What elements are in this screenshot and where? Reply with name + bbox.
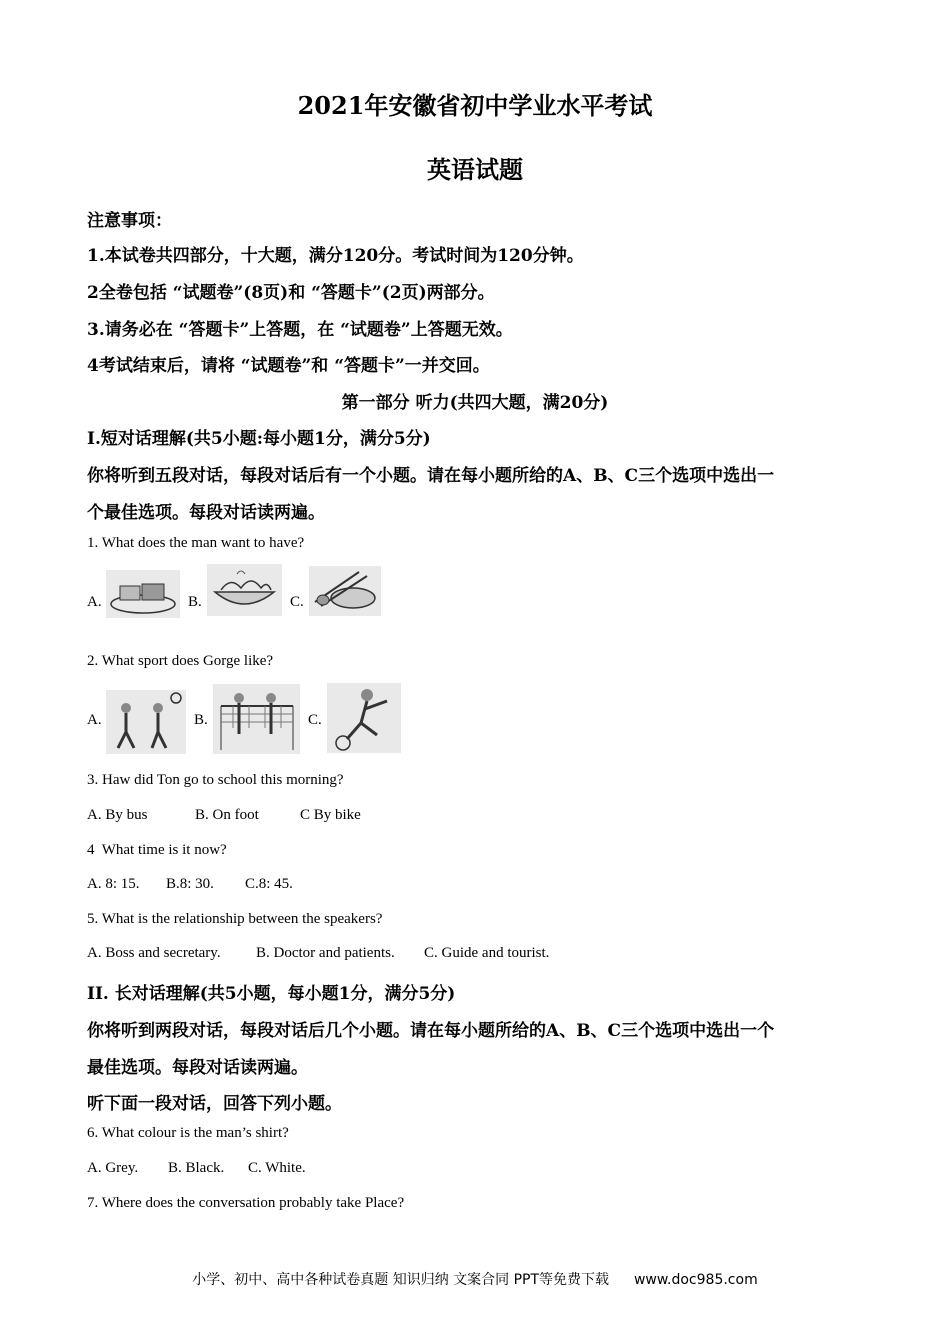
section-instructions: 最佳选项。每段对话读两遍。 <box>87 1058 308 1078</box>
option-label: A. 8: 15. <box>87 876 140 892</box>
option-label: B. On foot <box>195 807 259 823</box>
question-1: 1. What does the man want to have? <box>87 535 305 551</box>
section-instructions: 个最佳选项。每段对话读两遍。 <box>87 503 325 523</box>
section-heading: I.短对话理解(共5小题:每小题1分，满分5分) <box>87 429 431 449</box>
noodles-picture <box>207 564 282 616</box>
option-label: C. <box>308 712 322 728</box>
option-label: C. White. <box>248 1160 306 1176</box>
option-label: B. <box>188 594 202 610</box>
question-2: 2. What sport does Gorge like? <box>87 653 274 669</box>
part-heading: 第一部分 听力(共四大题，满20分) <box>341 393 609 413</box>
section-instructions: 你将听到两段对话，每段对话后几个小题。请在每小题所给的A、B、C三个选项中选出一个 <box>87 1021 775 1041</box>
exam-subtitle: 英语试题 <box>427 155 523 184</box>
dumplings-picture <box>309 566 381 616</box>
notes-item: 3.请务必在 “答题卡”上答题，在 “试题卷”上答题无效。 <box>87 320 513 340</box>
notes-item: 2全卷包括 “试题卷”(8页)和 “答题卡”(2页)两部分。 <box>87 283 495 303</box>
football-picture <box>327 683 401 753</box>
question-3: 3. Haw did Ton go to school this morning? <box>87 772 344 788</box>
notes-item: 1.本试卷共四部分，十大题，满分120分。考试时间为120分钟。 <box>87 246 584 266</box>
question-5: 5. What is the relationship between the speakers? <box>87 911 383 927</box>
footer <box>0 1269 950 1289</box>
option-label: B. Black. <box>168 1160 225 1176</box>
cake-picture <box>106 570 180 618</box>
footer-text: 小学、初中、高中各种试卷真题 知识归纳 文案合同 PPT等免费下载 <box>192 1272 610 1288</box>
option-label: C. Guide and tourist. <box>424 945 550 961</box>
option-label: A. By bus <box>87 807 148 823</box>
question-4: 4 What time is it now? <box>87 842 227 858</box>
option-label: A. <box>87 712 102 728</box>
section-instructions: 你将听到五段对话，每段对话后有一个小题。请在每小题所给的A、B、C三个选项中选出一 <box>87 466 775 486</box>
option-label: B. Doctor and patients. <box>256 945 395 961</box>
section-heading: II. 长对话理解(共5小题，每小题1分，满分5分) <box>87 984 456 1004</box>
option-label: C. <box>290 594 304 610</box>
section-instructions: 听下面一段对话，回答下列小题。 <box>87 1094 342 1114</box>
exam-title: 2021年安徽省初中学业水平考试 <box>297 91 653 120</box>
option-label: B.8: 30. <box>166 876 214 892</box>
notes-item: 4考试结束后，请将 “试题卷”和 “答题卡”一并交回。 <box>87 356 490 376</box>
question-7: 7. Where does the conversation probably take Place? <box>87 1195 405 1211</box>
question-6: 6. What colour is the man’s shirt? <box>87 1125 289 1141</box>
volleyball-picture <box>213 684 300 754</box>
option-label: B. <box>194 712 208 728</box>
option-label: A. Boss and secretary. <box>87 945 221 961</box>
option-label: C By bike <box>300 807 361 823</box>
notes-heading: 注意事项： <box>87 211 172 231</box>
option-label: A. <box>87 594 102 610</box>
option-label: C.8: 45. <box>245 876 293 892</box>
option-label: A. Grey. <box>87 1160 139 1176</box>
basketball-picture <box>106 690 186 754</box>
footer-url[interactable]: www.doc985.com <box>633 1272 758 1288</box>
